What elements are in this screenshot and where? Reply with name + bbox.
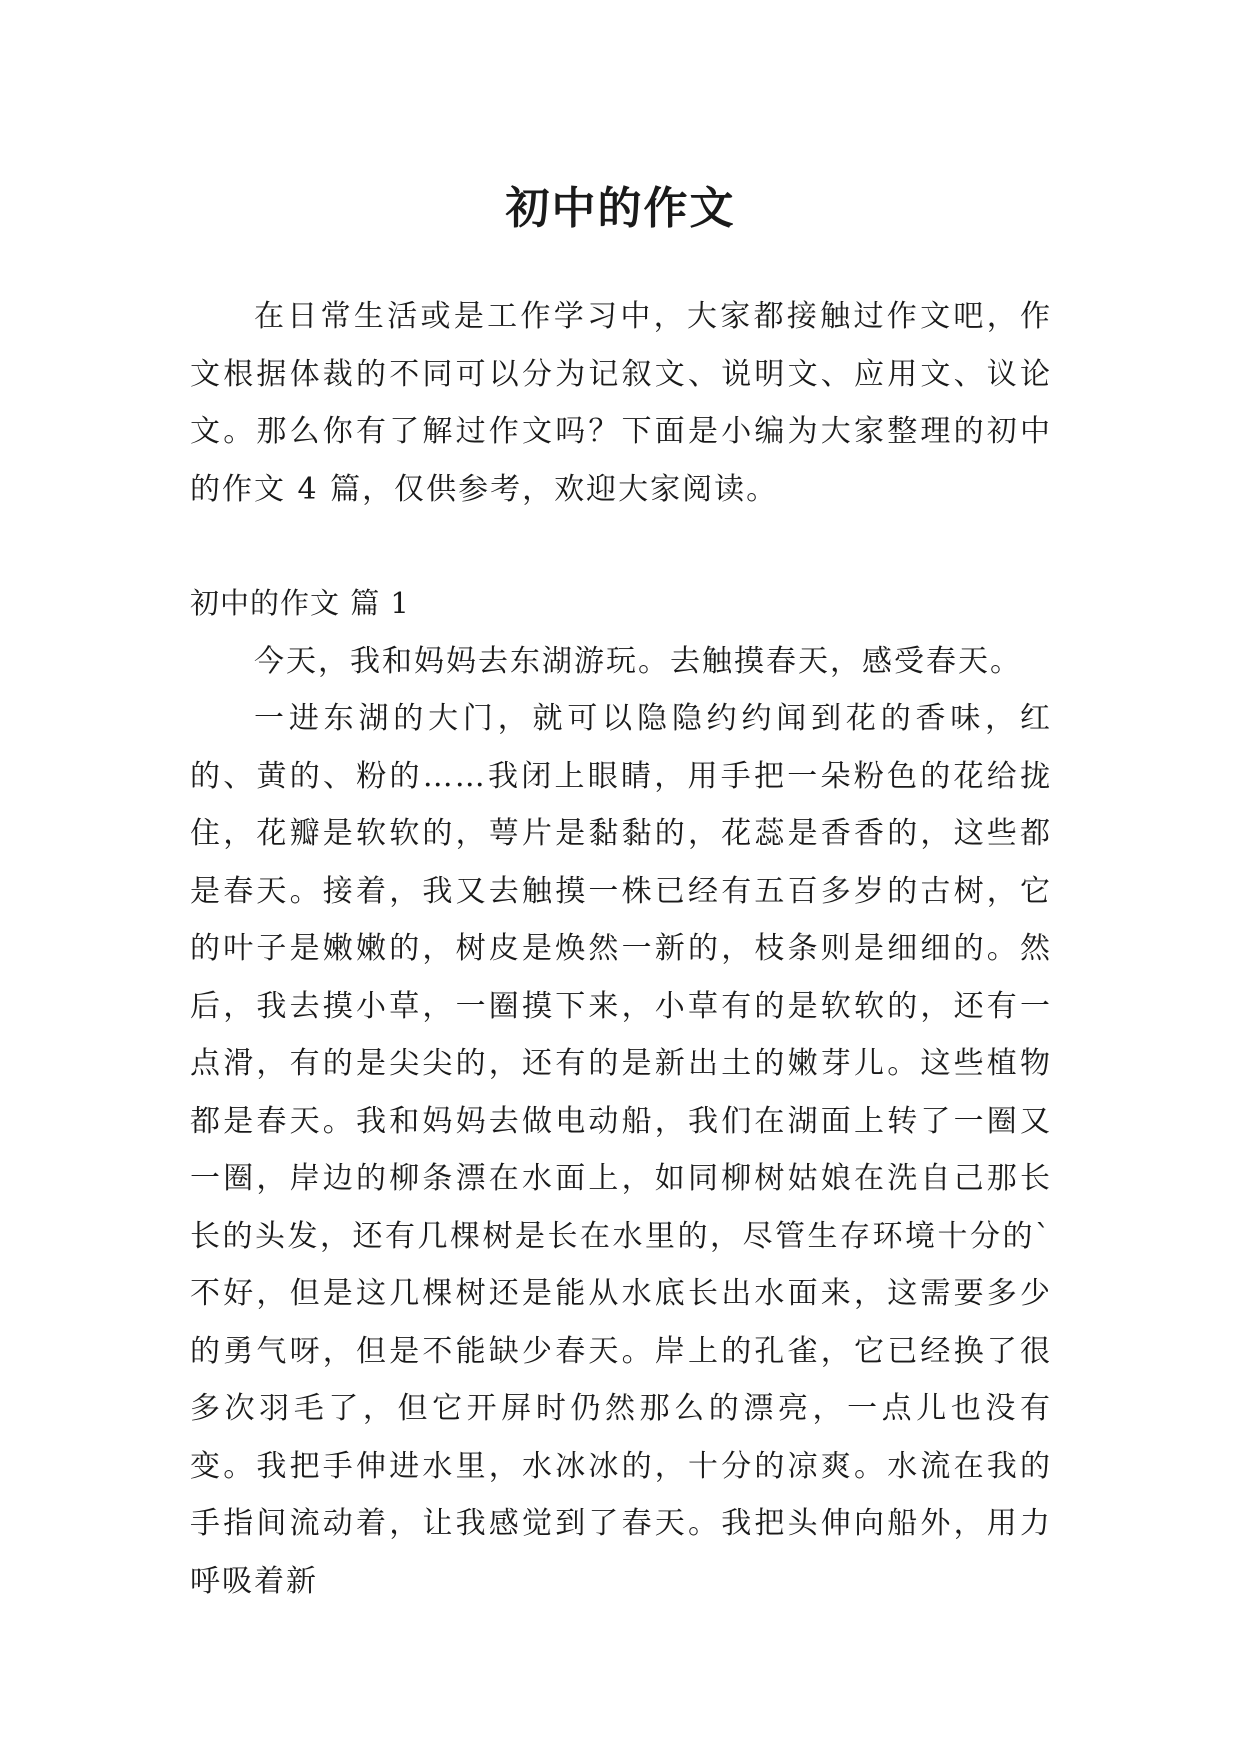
document-title: 初中的作文	[505, 183, 736, 235]
body-paragraph-2: 一进东湖的大门，就可以隐隐约约闻到花的香味，红的、黄的、粉的……我闭上眼睛，用手把一朵粉色的花给拢住，花瓣是软软的，萼片是黏黏的，花蕊是香香的，这些都是春天。接着，我又去触摸一株已经有五百多岁的古树，它的叶子是嫩嫩的，树皮是焕然一新的，枝条则是细细的。然后，我去摸小草，一圈摸下来，小草有的是软软的，还有一点滑，有的是尖尖的，还有的是新出土的嫩芽儿。这些植物都是春天。我和妈妈去做电动船，我们在湖面上转了一圈又一圈，岸边的柳条漂在水面上，如同柳树姑娘在洗自己那长长的头发，还有几棵树是长在水里的，尽管生存环境十分的`不好，但是这几棵树还是能从水底长出水面来，这需要多少的勇气呀，但是不能缺少春天。岸上的孔雀，它已经换了很多次羽毛了，但它开屏时仍然那么的漂亮，一点儿也没有变。我把手伸进水里，水冰冰的，十分的凉爽。水流在我的手指间流动着，让我感觉到了春天。我把头伸向船外，用力呼吸着新	[190, 701, 1052, 1599]
intro-paragraph: 在日常生活或是工作学习中，大家都接触过作文吧，作文根据体裁的不同可以分为记叙文、说明文、应用文、议论文。那么你有了解过作文吗？下面是小编为大家整理的初中的作文 4 篇，仅供参考，欢迎大家阅读。	[190, 299, 1052, 507]
body-paragraph-1: 今天，我和妈妈去东湖游玩。去触摸春天，感受春天。	[254, 643, 1022, 679]
section-heading: 初中的作文 篇 1	[190, 586, 410, 620]
document-body	[190, 288, 1052, 1610]
